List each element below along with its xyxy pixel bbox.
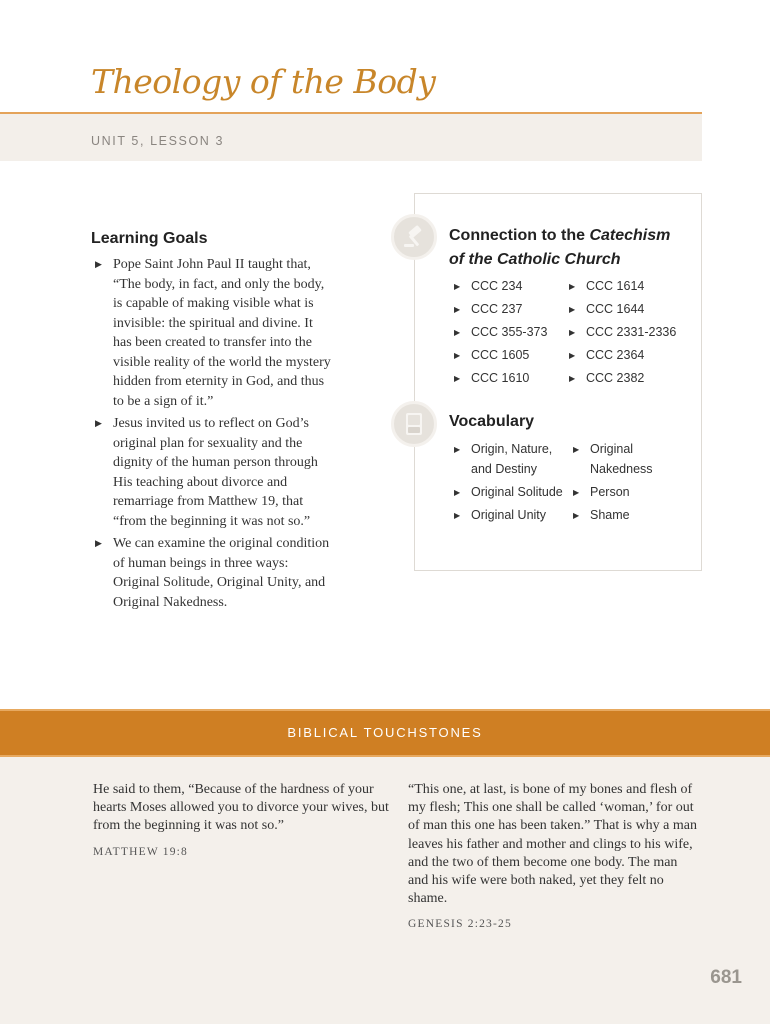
vocabulary-item-label: Person bbox=[590, 484, 630, 499]
vocabulary-item bbox=[449, 506, 567, 526]
vocabulary-item bbox=[568, 506, 686, 526]
catechism-item bbox=[564, 346, 676, 366]
gavel-icon bbox=[391, 214, 437, 260]
catechism-item-label: CCC 2382 bbox=[586, 371, 645, 385]
vocabulary-item-label: Shame bbox=[590, 507, 630, 522]
catechism-item-label: CCC 1644 bbox=[586, 302, 645, 316]
caret-right-icon: ▶ bbox=[95, 418, 102, 428]
page-title: Theology of the Body bbox=[91, 62, 436, 101]
vocabulary-item-label: Original Unity bbox=[471, 507, 547, 522]
learning-goal-text: We can examine the original condition of human beings in three ways: Original Solitude, Original Unity, and Original Nakedness. bbox=[113, 536, 330, 610]
touchstone-quote-1: He said to them, “Because of the hardness of your hearts Moses allowed you to divorce your wives, but from the beginning it was not so.” bbox=[93, 782, 389, 834]
catechism-item bbox=[564, 277, 676, 297]
catechism-list-col1 bbox=[449, 277, 547, 392]
catechism-item-label: CCC 2364 bbox=[586, 348, 645, 362]
catechism-heading bbox=[449, 224, 689, 272]
catechism-item bbox=[449, 346, 547, 366]
caret-right-icon: ▶ bbox=[95, 538, 102, 548]
caret-right-icon: ▶ bbox=[569, 328, 576, 337]
vocabulary-item bbox=[449, 440, 567, 479]
touchstone-reference-2: GENESIS 2:23-25 bbox=[408, 918, 512, 930]
caret-right-icon: ▶ bbox=[454, 487, 461, 497]
caret-right-icon: ▶ bbox=[454, 510, 461, 520]
catechism-item bbox=[564, 323, 676, 343]
caret-right-icon: ▶ bbox=[454, 445, 461, 454]
caret-right-icon: ▶ bbox=[569, 351, 576, 360]
learning-goal-item bbox=[91, 534, 331, 612]
caret-right-icon: ▶ bbox=[454, 351, 461, 360]
catechism-heading-title: Catechism of the Catholic Church bbox=[449, 227, 671, 268]
learning-goal-item bbox=[91, 255, 331, 411]
caret-right-icon: ▶ bbox=[573, 487, 580, 497]
learning-goals-list bbox=[91, 255, 331, 615]
dictionary-icon bbox=[391, 401, 437, 447]
catechism-item bbox=[449, 300, 547, 320]
learning-goal-item bbox=[91, 414, 331, 531]
learning-goal-text: Jesus invited us to reflect on God’s original plan for sexuality and the dignity of the human person through His teaching about divorce and remarriage from Matthew 19, that “from the beginning it was not so.” bbox=[113, 416, 318, 529]
touchstones-heading: BIBLICAL TOUCHSTONES bbox=[287, 725, 483, 740]
caret-right-icon: ▶ bbox=[454, 282, 461, 291]
vocabulary-item-label: Original Nakedness bbox=[590, 442, 653, 476]
vocabulary-item bbox=[568, 440, 686, 479]
vocabulary-item bbox=[449, 483, 567, 503]
caret-right-icon: ▶ bbox=[95, 259, 102, 269]
vocabulary-item bbox=[568, 483, 686, 503]
caret-right-icon: ▶ bbox=[573, 445, 580, 454]
touchstone-reference-1: MATTHEW 19:8 bbox=[93, 846, 189, 858]
catechism-item-label: CCC 234 bbox=[471, 279, 523, 293]
vocabulary-item-label: Origin, Nature, and Destiny bbox=[471, 442, 553, 476]
vocabulary-list-col2 bbox=[568, 440, 686, 529]
caret-right-icon: ▶ bbox=[569, 282, 576, 291]
catechism-item bbox=[449, 323, 547, 343]
catechism-item bbox=[449, 369, 547, 389]
catechism-item-label: CCC 1610 bbox=[471, 371, 530, 385]
catechism-item-label: CCC 237 bbox=[471, 302, 523, 316]
touchstone-quote-2: “This one, at last, is bone of my bones and flesh of my flesh; This one shall be called ‘woman,’ for out of man this one has been taken.” That is why a man leaves his father and mother and clings to his wife, and the two of them become one body. The man and his wife were both naked, yet they felt no shame. bbox=[408, 782, 697, 907]
unit-label: UNIT 5, LESSON 3 bbox=[91, 134, 225, 148]
caret-right-icon: ▶ bbox=[454, 374, 461, 383]
catechism-item bbox=[449, 277, 547, 297]
caret-right-icon: ▶ bbox=[454, 305, 461, 314]
catechism-item-label: CCC 355-373 bbox=[471, 325, 548, 339]
vocabulary-item-label: Original Solitude bbox=[471, 484, 563, 499]
learning-goal-text: Pope Saint John Paul II taught that, “The body, in fact, and only the body, is capable of making visible what is invisible: the spiritual and divine. It has been created to transfer into the visible reality of the world the mystery hidden from eternity in God, and thus to be a sign of it.” bbox=[113, 257, 331, 409]
catechism-heading-prefix: Connection to the bbox=[449, 227, 590, 244]
vocabulary-list-col1 bbox=[449, 440, 567, 529]
vocabulary-heading: Vocabulary bbox=[449, 413, 535, 430]
catechism-item-label: CCC 2331-2336 bbox=[586, 325, 677, 339]
catechism-item bbox=[564, 300, 676, 320]
learning-goals-heading: Learning Goals bbox=[91, 230, 208, 247]
catechism-item bbox=[564, 369, 676, 389]
page-number: 681 bbox=[710, 967, 742, 988]
caret-right-icon: ▶ bbox=[573, 510, 580, 520]
catechism-item-label: CCC 1614 bbox=[586, 279, 645, 293]
catechism-list-col2 bbox=[564, 277, 676, 392]
caret-right-icon: ▶ bbox=[454, 328, 461, 337]
caret-right-icon: ▶ bbox=[569, 305, 576, 314]
catechism-item-label: CCC 1605 bbox=[471, 348, 530, 362]
caret-right-icon: ▶ bbox=[569, 374, 576, 383]
